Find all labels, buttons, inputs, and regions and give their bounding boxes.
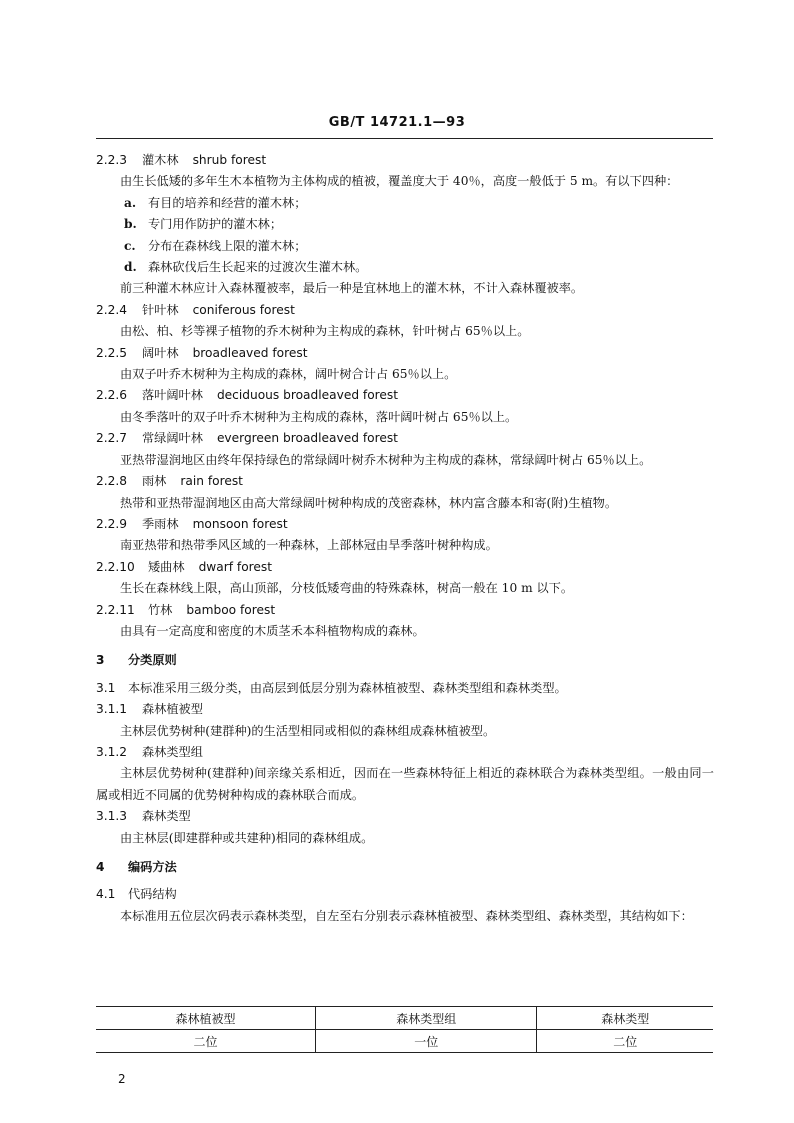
table-header-cell: 森林类型组 [316, 1007, 537, 1030]
term-2-2-11-definition: 由具有一定高度和密度的木质茎禾本科植物构成的森林。 [120, 623, 425, 638]
term-english: shrub forest [192, 153, 267, 167]
list-item: d. 森林砍伐后生长起来的过渡次生灌木林。 [124, 260, 368, 275]
list-item: b. 专门用作防护的灌木林； [124, 217, 283, 232]
clause-3-1-3-text: 由主林层(即建群种或共建种)相同的森林组成。 [120, 830, 374, 845]
clause-3-1: 3.1 本标准采用三级分类，由高层到低层分别为森林植被型、森林类型组和森林类型。 [96, 680, 567, 695]
clause-4-1-heading: 4.1 代码结构 [96, 887, 177, 902]
clause-3-1-1-text: 主林层优势树种(建群种)的生活型相同或相似的森林组成森林植被型。 [120, 723, 496, 738]
term-2-2-4-definition: 由松、柏、杉等裸子植物的乔木树种为主构成的森林，针叶树占 65％以上。 [120, 324, 530, 339]
table-cell: 二位 [193, 1034, 218, 1049]
clause-3-1-1-heading: 3.1.1 森林植被型 [96, 702, 203, 717]
clause-3-1-3-heading: 3.1.3 森林类型 [96, 809, 191, 824]
table-header-cell: 森林类型 [537, 1007, 713, 1030]
term-chinese: 灌木林 [142, 153, 179, 167]
term-2-2-3-note: 前三种灌木林应计入森林覆被率，最后一种是宜林地上的灌木林，不计入森林覆被率。 [120, 281, 584, 296]
document-code-header: GB/T 14721.1—93 [328, 115, 466, 130]
code-structure-table [96, 1006, 713, 1053]
list-item: c. 分布在森林线上限的灌木林； [124, 238, 307, 253]
term-2-2-10-definition: 生长在森林线上限，高山顶部，分枝低矮弯曲的特殊森林，树高一般在 10 m 以下。 [120, 581, 574, 596]
list-item: a. 有目的培养和经营的灌木林； [124, 195, 307, 210]
table-header-cell: 森林植被型 [96, 1007, 316, 1030]
document-body [96, 150, 714, 927]
term-2-2-5-heading: 2.2.5 阔叶林 broadleaved forest [96, 345, 308, 360]
term-2-2-3-definition: 由生长低矮的多年生木本植物为主体构成的植被，覆盖度大于 40％，高度一般低于 5 m。有以下四种： [120, 174, 679, 189]
section-4-title: 4 编码方法 [96, 860, 177, 874]
table-row [96, 1030, 713, 1053]
clause-3-1-2-text: 主林层优势树种(建群种)间亲缘关系相近，因而在一些森林特征上相近的森林联合为森林类型组。一般由同一属或相近不同属的优势树种构成的森林联合而成。 [96, 766, 714, 802]
page-number: 2 [118, 1072, 126, 1086]
table-cell: 一位 [316, 1030, 537, 1053]
term-2-2-9-heading: 2.2.9 季雨林 monsoon forest [96, 516, 288, 531]
term-2-2-6-heading: 2.2.6 落叶阔叶林 deciduous broadleaved forest [96, 388, 399, 403]
table-header-row [96, 1007, 713, 1030]
clause-3-1-2-heading: 3.1.2 森林类型组 [96, 744, 203, 759]
term-2-2-11-heading: 2.2.11 竹林 bamboo forest [96, 602, 276, 617]
term-2-2-10-heading: 2.2.10 矮曲林 dwarf forest [96, 559, 273, 574]
term-2-2-4-heading: 2.2.4 针叶林 coniferous forest [96, 302, 295, 317]
table-cell: 二位 [537, 1030, 713, 1053]
term-number: 2.2.3 [96, 153, 128, 167]
term-2-2-8-heading: 2.2.8 雨林 rain forest [96, 474, 243, 489]
term-2-2-5-definition: 由双子叶乔木树种为主构成的森林，阔叶树合计占 65％以上。 [120, 367, 457, 382]
section-3-title: 3 分类原则 [96, 653, 177, 668]
term-2-2-7-heading: 2.2.7 常绿阔叶林 evergreen broadleaved forest [96, 431, 398, 446]
term-2-2-8-definition: 热带和亚热带湿润地区由高大常绿阔叶树种构成的茂密森林，林内富含藤本和寄(附)生植物。 [120, 495, 618, 510]
header-rule [96, 138, 713, 139]
term-2-2-3-heading [96, 150, 714, 171]
clause-4-1-text: 本标准用五位层次码表示森林类型，自左至右分别表示森林植被型、森林类型组、森林类型，其结构如下： [120, 908, 693, 923]
term-2-2-9-definition: 南亚热带和热带季风区域的一种森林，上部林冠由旱季落叶树种构成。 [120, 538, 498, 553]
term-2-2-7-definition: 亚热带湿润地区由终年保持绿色的常绿阔叶树乔木树种为主构成的森林，常绿阔叶树占 65％以上。 [120, 452, 652, 467]
term-2-2-6-definition: 由冬季落叶的双子叶乔木树种为主构成的森林，落叶阔叶树占 65％以上。 [120, 409, 518, 424]
